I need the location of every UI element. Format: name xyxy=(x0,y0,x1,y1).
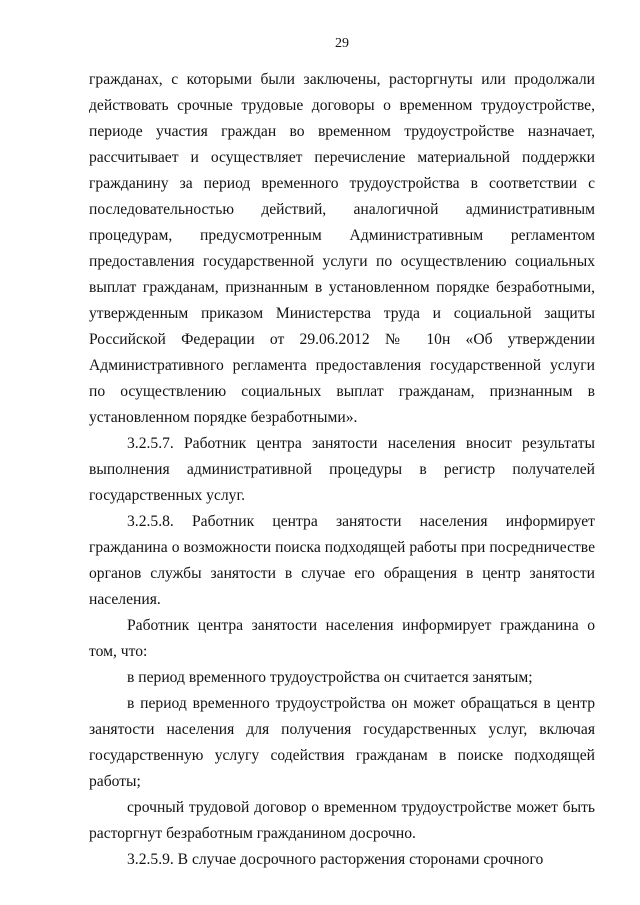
paragraph-7: срочный трудовой договор о временном трудоустройстве может быть расторгнут безработным гражданином досрочно. xyxy=(89,799,595,842)
paragraph-4: Работник центра занятости населения информирует гражданина о том, что: xyxy=(89,617,595,660)
paragraph-2: 3.2.5.7. Работник центра занятости населения вносит результаты выполнения административной процедуры в регистр получателей государственных услуг. xyxy=(89,435,595,504)
paragraph-1: гражданах, с которыми были заключены, расторгнуты или продолжали действовать срочные трудовые договоры о временном трудоустройстве, периоде участия граждан во временном трудоустройстве назначает, рассчитывает и осуществляет перечисление материальной поддержки гражданину за период временного трудоустройства в соответствии с последовательностью действий, аналогичной административным процедурам, предусмотренным Административным регламентом предоставления государственной услуги по осуществлению социальных выплат гражданам, признанным в установленном порядке безработными, утвержденным приказом Министерства труда и социальной защиты Российской Федерации от 29.06.2012 № 10н «Об утверждении Административного регламента предоставления государственной услуги по осуществлению социальных выплат гражданам, признанным в установленном порядке безработными». xyxy=(89,71,595,426)
page-number: 29 xyxy=(335,36,349,51)
paragraph-5: в период временного трудоустройства он считается занятым; xyxy=(127,669,533,686)
paragraph-6: в период временного трудоустройства он может обращаться в центр занятости населения для получения государственных услуг, включая государственную услугу содействия гражданам в поиске подходящей работы; xyxy=(89,695,595,790)
document-body xyxy=(89,67,595,873)
paragraph-3: 3.2.5.8. Работник центра занятости населения информирует гражданина о возможности поиска подходящей работы при посредничестве органов службы занятости в случае его обращения в центр занятости населения. xyxy=(89,513,595,608)
paragraph-8: 3.2.5.9. В случае досрочного расторжения сторонами срочного xyxy=(127,851,544,868)
